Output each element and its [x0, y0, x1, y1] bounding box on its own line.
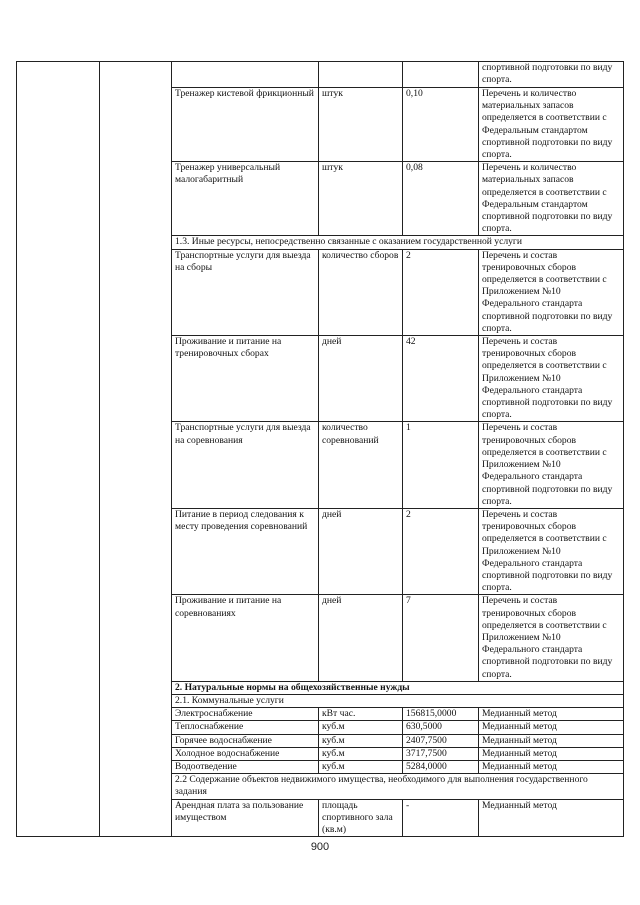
item-name: Холодное водоснабжение [172, 747, 319, 760]
note-cell: спортивной подготовки по виду спорта. [479, 62, 624, 88]
item-name: Транспортные услуги для выезда на сборы [172, 249, 319, 335]
item-note: Медианный метод [479, 747, 624, 760]
item-unit: куб.м [319, 721, 403, 734]
subsection-heading: 2.2 Содержание объектов недвижимого имущества, необходимого для выполнения государственного задания [172, 774, 624, 799]
item-note: Медианный метод [479, 799, 624, 837]
item-unit: площадь спортивного зала (кв.м) [319, 799, 403, 837]
item-unit: куб.м [319, 747, 403, 760]
item-name: Теплоснабжение [172, 721, 319, 734]
subsection-heading: 1.3. Иные ресурсы, непосредственно связанные с оказанием государственной услуги [172, 236, 624, 249]
item-note: Перечень и состав тренировочных сборов определяется в соответствии с Приложением №10 Федерального стандарта спортивной подготовки по виду спорта. [479, 422, 624, 508]
item-note: Перечень и состав тренировочных сборов определяется в соответствии с Приложением №10 Федерального стандарта спортивной подготовки по виду спорта. [479, 336, 624, 422]
item-name: Тренажер универсальный малогабаритный [172, 162, 319, 236]
item-value: 2 [403, 249, 479, 335]
item-note: Перечень и количество материальных запасов определяется в соответствии с Федеральным стандартом спортивной подготовки по виду спорта. [479, 162, 624, 236]
item-value: 3717,7500 [403, 747, 479, 760]
item-unit: штук [319, 88, 403, 162]
item-note: Перечень и количество материальных запасов определяется в соответствии с Федеральным стандартом спортивной подготовки по виду спорта. [479, 88, 624, 162]
subsection-heading: 2.1. Коммунальные услуги [172, 694, 624, 707]
section-heading: 2. Натуральные нормы на общехозяйственные нужды [172, 681, 624, 694]
left-merged-cell-1 [17, 62, 100, 837]
item-name: Питание в период следования к месту проведения соревнований [172, 508, 319, 594]
page-number: 900 [310, 841, 330, 853]
item-value: 0,10 [403, 88, 479, 162]
item-value: 5284,0000 [403, 760, 479, 773]
item-value: 0,08 [403, 162, 479, 236]
left-merged-cell-2 [100, 62, 172, 837]
item-unit: штук [319, 162, 403, 236]
item-unit: кВт час. [319, 708, 403, 721]
item-name: Проживание и питание на соревнованиях [172, 595, 319, 681]
item-note: Перечень и состав тренировочных сборов определяется в соответствии с Приложением №10 Федерального стандарта спортивной подготовки по виду спорта. [479, 508, 624, 594]
item-value: 7 [403, 595, 479, 681]
item-note: Перечень и состав тренировочных сборов определяется в соответствии с Приложением №10 Федерального стандарта спортивной подготовки по виду спорта. [479, 249, 624, 335]
item-note: Перечень и состав тренировочных сборов определяется в соответствии с Приложением №10 Федерального стандарта спортивной подготовки по виду спорта. [479, 595, 624, 681]
item-name: Горячее водоснабжение [172, 734, 319, 747]
table-row [17, 62, 624, 88]
item-name: Водоотведение [172, 760, 319, 773]
item-note: Медианный метод [479, 721, 624, 734]
item-name: Проживание и питание на тренировочных сборах [172, 336, 319, 422]
item-unit: дней [319, 508, 403, 594]
item-value: 156815,0000 [403, 708, 479, 721]
item-unit: количество сборов [319, 249, 403, 335]
item-name: Арендная плата за пользование имуществом [172, 799, 319, 837]
item-name: Электроснабжение [172, 708, 319, 721]
item-unit: дней [319, 336, 403, 422]
item-unit: дней [319, 595, 403, 681]
item-unit: куб.м [319, 734, 403, 747]
item-value: 630,5000 [403, 721, 479, 734]
item-unit: количество соревнований [319, 422, 403, 508]
item-value: 2 [403, 508, 479, 594]
item-value: 2407,7500 [403, 734, 479, 747]
item-note: Медианный метод [479, 708, 624, 721]
item-unit: куб.м [319, 760, 403, 773]
item-name: Тренажер кистевой фрикционный [172, 88, 319, 162]
norms-table [16, 61, 624, 837]
item-note: Медианный метод [479, 734, 624, 747]
item-value: - [403, 799, 479, 837]
item-name: Транспортные услуги для выезда на соревнования [172, 422, 319, 508]
item-value: 42 [403, 336, 479, 422]
item-note: Медианный метод [479, 760, 624, 773]
item-value: 1 [403, 422, 479, 508]
